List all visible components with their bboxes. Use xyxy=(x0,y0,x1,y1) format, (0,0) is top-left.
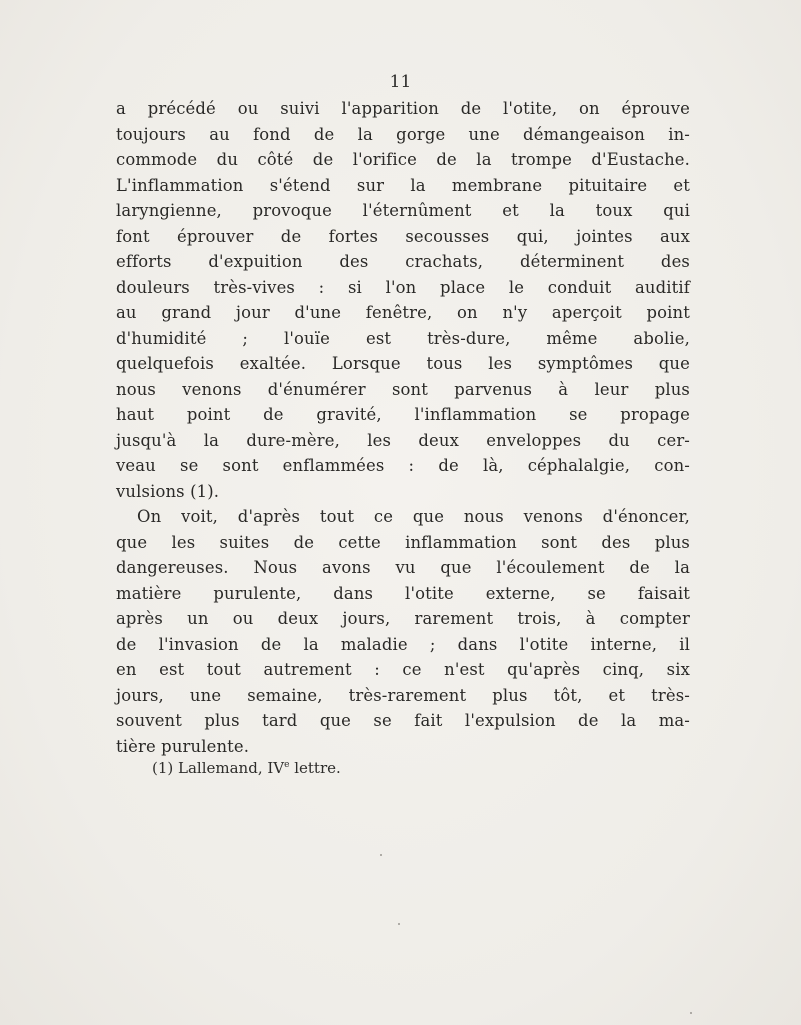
text-line: quelquefois exaltée. Lorsque tous les symptômes que xyxy=(116,354,690,373)
text-line: laryngienne, provoque l'éternûment et la toux qui xyxy=(116,201,690,220)
footnote xyxy=(152,759,341,777)
text-line: après un ou deux jours, rarement trois, à compter xyxy=(116,609,690,628)
text-line: commode du côté de l'orifice de la trompe d'Eustache. xyxy=(116,150,690,169)
text-line: haut point de gravité, l'inflammation se propage xyxy=(116,405,690,424)
paper-speck xyxy=(380,854,382,856)
text-line: jours, une semaine, très-rarement plus tôt, et très- xyxy=(116,685,690,705)
text-line: L'inflammation s'étend sur la membrane pituitaire et xyxy=(116,175,690,195)
text-line: que les suites de cette inflammation sont des plus xyxy=(116,532,690,552)
text-line: d'humidité ; l'ouïe est très-dure, même abolie, xyxy=(116,328,690,348)
text-line: On voit, d'après tout ce que nous venons d'énoncer, xyxy=(137,507,690,526)
text-line: au grand jour d'une fenêtre, on n'y aperçoit point xyxy=(116,303,690,322)
text-line: toujours au fond de la gorge une démangeaison in- xyxy=(116,124,690,144)
text-line: a précédé ou suivi l'apparition de l'otite, on éprouve xyxy=(116,99,690,118)
paper-speck xyxy=(690,1012,692,1014)
text-line: souvent plus tard que se fait l'expulsion de la ma- xyxy=(116,711,690,730)
text-line: tière purulente. xyxy=(116,736,250,756)
text-line: matière purulente, dans l'otite externe, se faisait xyxy=(116,583,690,603)
body-text xyxy=(116,96,690,759)
text-line: douleurs très-vives : si l'on place le conduit auditif xyxy=(116,277,690,297)
text-line: veau se sont enflammées : de là, céphalalgie, con- xyxy=(116,456,690,475)
footnote-text-end: lettre. xyxy=(289,759,341,777)
page-number: 11 xyxy=(389,72,412,92)
footnote-superscript: e xyxy=(284,760,290,770)
text-line: efforts d'expuition des crachats, déterminent des xyxy=(116,252,690,271)
text-line: dangereuses. Nous avons vu que l'écoulement de la xyxy=(116,558,690,577)
text-line: de l'invasion de la maladie ; dans l'otite interne, il xyxy=(116,634,690,654)
text-line: font éprouver de fortes secousses qui, jointes aux xyxy=(116,226,690,246)
text-line: nous venons d'énumérer sont parvenus à leur plus xyxy=(116,379,690,399)
footnote-text: (1) Lallemand, IV xyxy=(152,759,285,777)
paper-speck xyxy=(398,923,400,925)
text-line: en est tout autrement : ce n'est qu'après cinq, six xyxy=(116,660,690,679)
text-line: vulsions (1). xyxy=(116,481,220,501)
text-line: jusqu'à la dure-mère, les deux enveloppes du cer- xyxy=(116,430,690,450)
